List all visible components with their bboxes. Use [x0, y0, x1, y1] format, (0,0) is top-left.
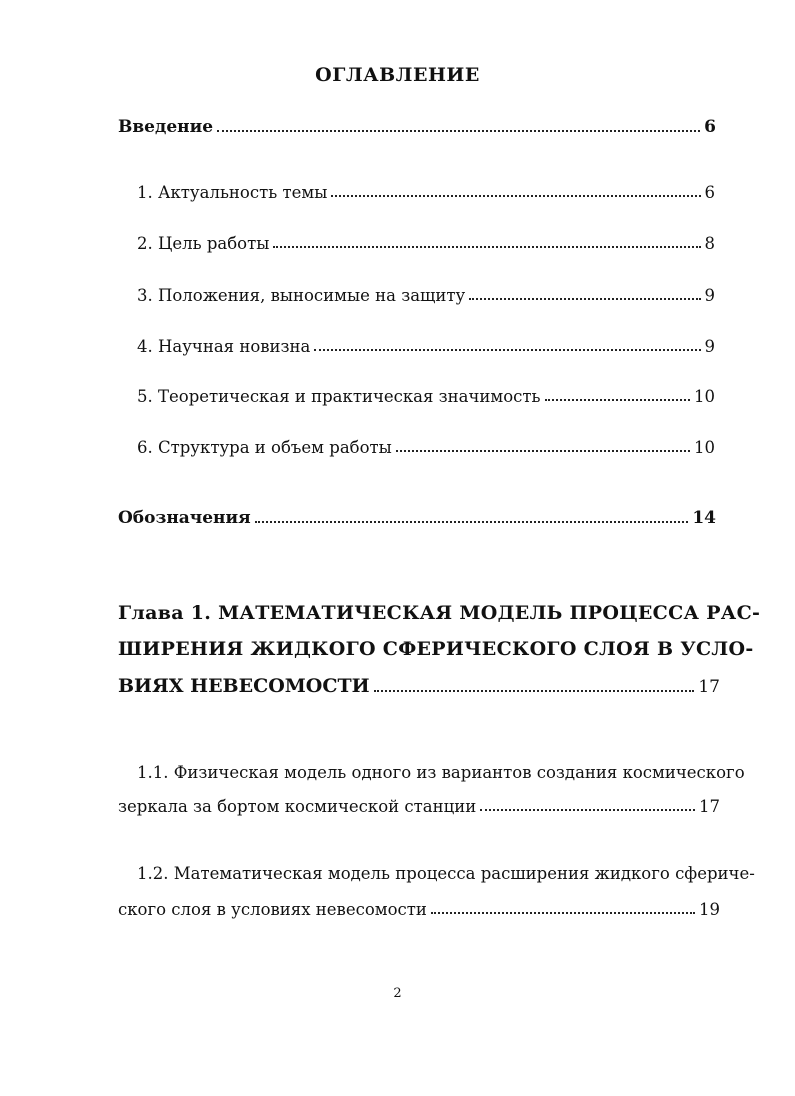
toc-title: ОГЛАВЛЕНИЕ [315, 64, 480, 86]
dot-leader [469, 298, 700, 300]
dot-leader [314, 349, 700, 351]
dot-leader [331, 195, 700, 197]
dot-leader [374, 690, 695, 692]
toc-entry-intro[interactable] [118, 117, 716, 137]
toc-entry-section-1-1[interactable] [118, 797, 720, 816]
chapter1-heading-line1[interactable]: Глава 1. МАТЕМАТИЧЕСКАЯ МОДЕЛЬ ПРОЦЕССА РАС- [118, 602, 761, 624]
toc-entry-page: 17 [699, 797, 720, 816]
dot-leader [545, 399, 690, 401]
toc-entry-page: 17 [698, 677, 720, 697]
toc-entry-label: 3. Положения, выносимые на защиту [137, 286, 466, 305]
section-1-1-line1[interactable]: 1.1. Физическая модель одного из вариантов создания космического [137, 763, 745, 782]
dot-leader [431, 912, 695, 914]
toc-entry-label: 5. Теоретическая и практическая значимость [137, 387, 541, 406]
toc-entry-page: 8 [704, 234, 715, 253]
toc-entry-novelty[interactable] [137, 337, 715, 356]
dot-leader [217, 130, 700, 132]
toc-entry-theses[interactable] [137, 286, 715, 305]
toc-entry-page: 6 [704, 117, 716, 137]
dot-leader [273, 246, 700, 248]
page-number: 2 [393, 986, 402, 1001]
toc-entry-chapter1[interactable] [118, 675, 720, 697]
toc-entry-label: 2. Цель работы [137, 234, 270, 253]
toc-entry-page: 9 [704, 337, 715, 356]
toc-entry-page: 14 [692, 508, 716, 528]
toc-entry-section-1-2[interactable] [118, 900, 720, 919]
section-1-2-line1[interactable]: 1.2. Математическая модель процесса расширения жидкого сфериче- [137, 864, 755, 883]
dot-leader [255, 521, 689, 523]
toc-entry-label: зеркала за бортом космической станции [118, 797, 477, 816]
dot-leader [480, 809, 695, 811]
toc-entry-relevance[interactable] [137, 183, 715, 202]
toc-entry-label: 6. Структура и объем работы [137, 438, 392, 457]
toc-entry-label: Обозначения [118, 508, 251, 528]
toc-entry-page: 10 [694, 438, 715, 457]
toc-entry-significance[interactable] [137, 387, 715, 406]
toc-entry-page: 6 [704, 183, 715, 202]
toc-entry-label: ВИЯХ НЕВЕСОМОСТИ [118, 675, 370, 697]
chapter1-heading-line2[interactable]: ШИРЕНИЯ ЖИДКОГО СФЕРИЧЕСКОГО СЛОЯ В УСЛО- [118, 638, 754, 660]
toc-entry-goal[interactable] [137, 234, 715, 253]
toc-entry-label: Введение [118, 117, 214, 137]
toc-entry-label: 1. Актуальность темы [137, 183, 328, 202]
toc-entry-page: 10 [694, 387, 715, 406]
toc-entry-label: ского слоя в условиях невесомости [118, 900, 427, 919]
toc-entry-page: 19 [699, 900, 720, 919]
toc-entry-page: 9 [704, 286, 715, 305]
toc-entry-notation[interactable] [118, 508, 716, 528]
toc-entry-label: 4. Научная новизна [137, 337, 311, 356]
toc-entry-structure[interactable] [137, 438, 715, 457]
dot-leader [396, 450, 690, 452]
